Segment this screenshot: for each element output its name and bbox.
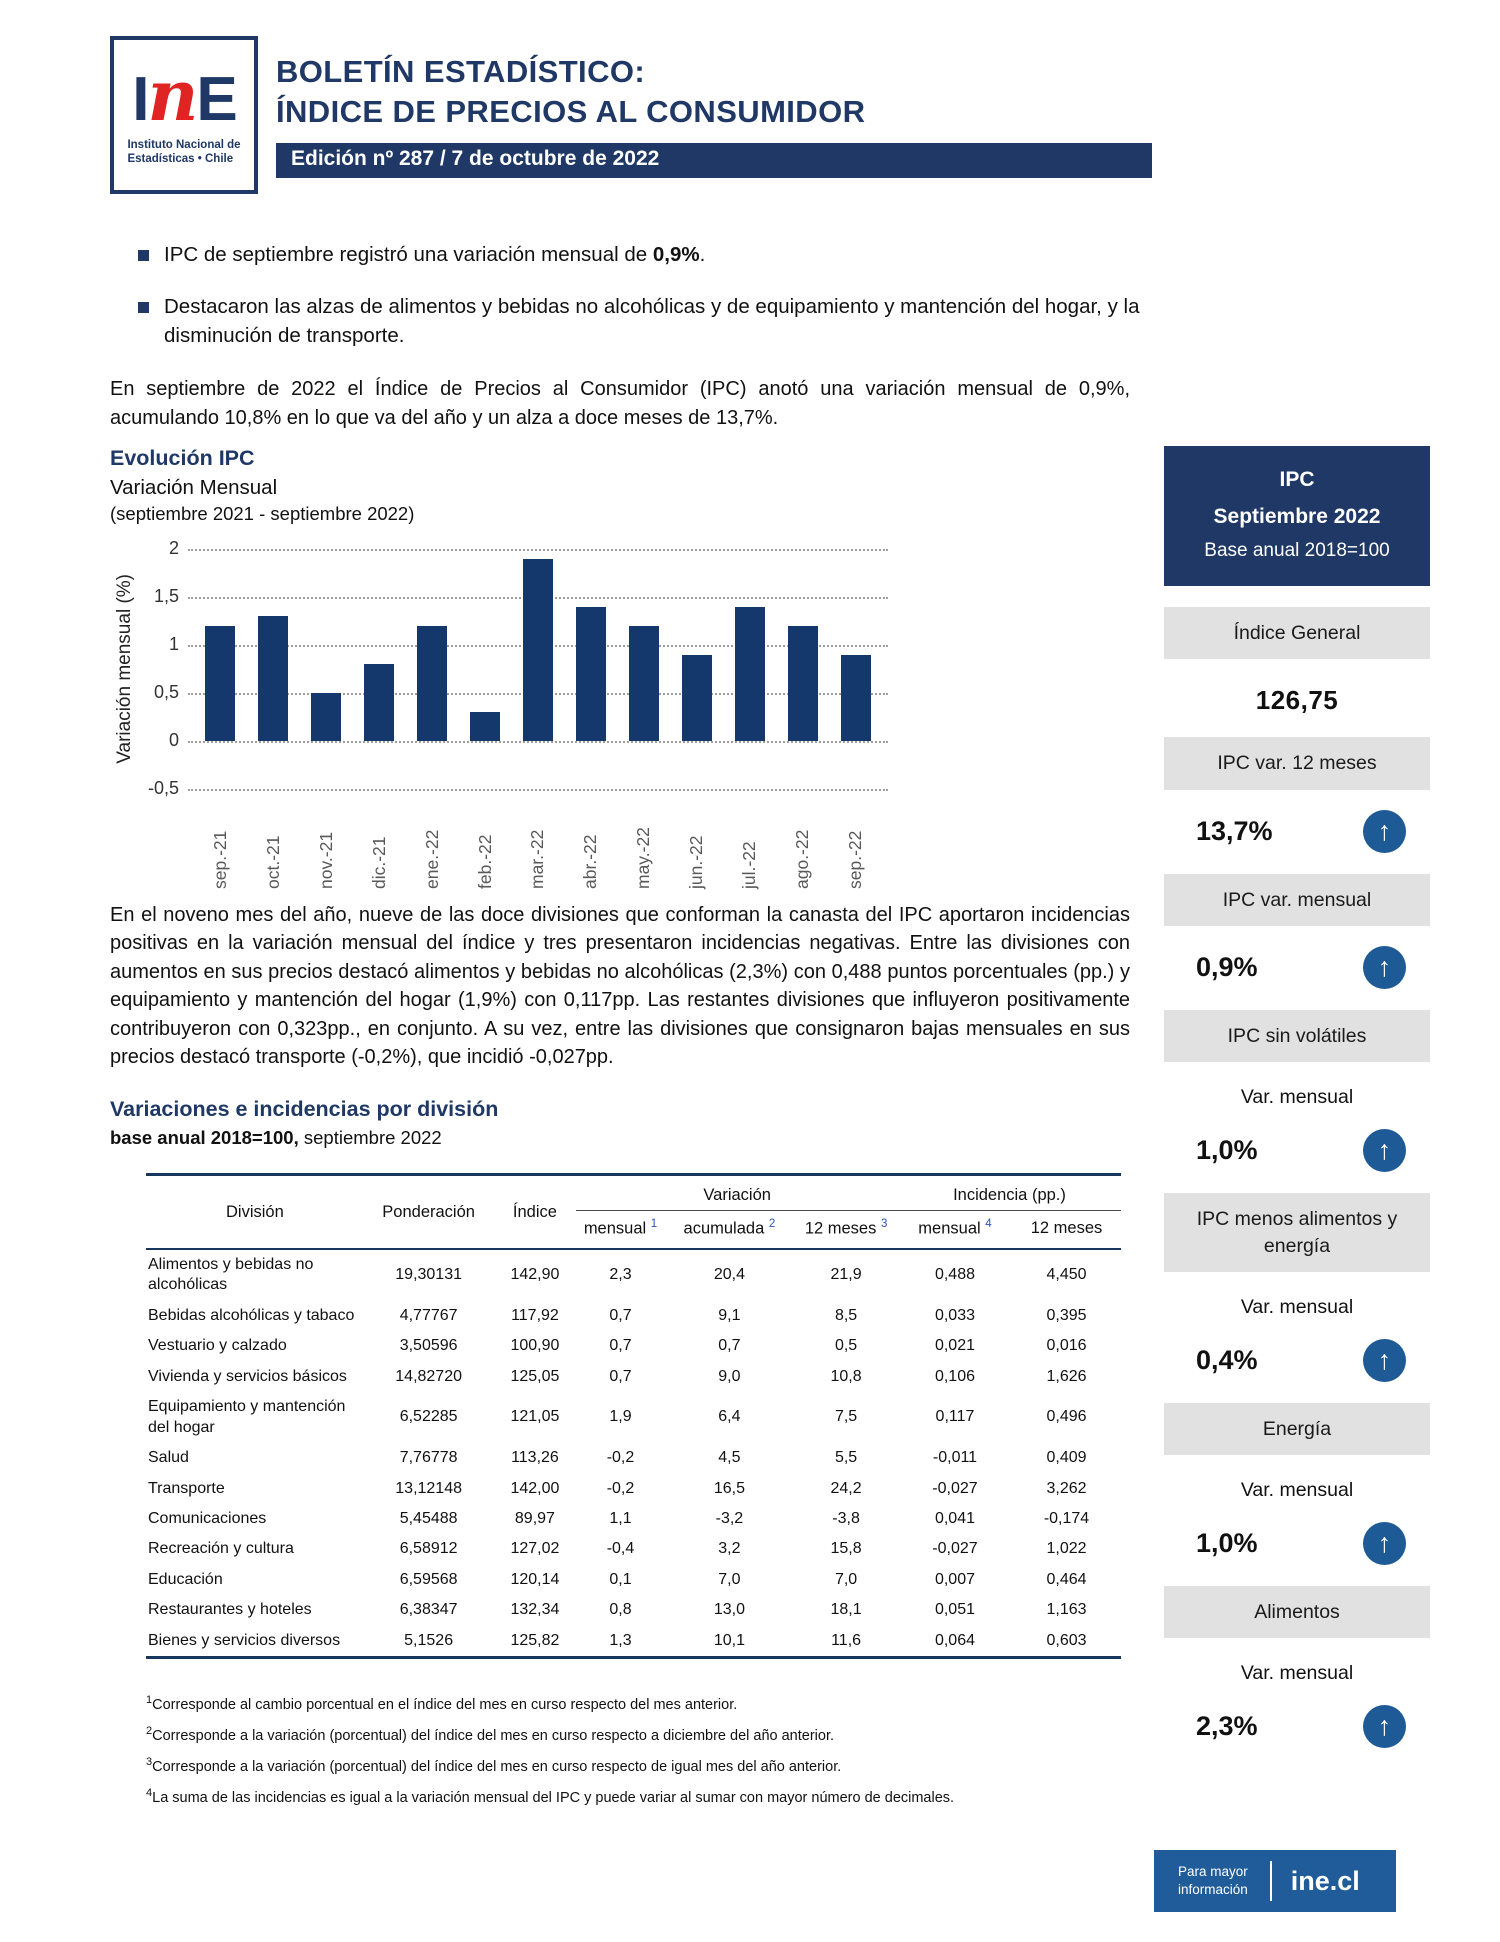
division-cell: Vivienda y servicios básicos xyxy=(148,1367,347,1385)
bar xyxy=(629,626,659,741)
y-tick-label: 0,5 xyxy=(153,681,179,702)
x-tick-label-text: dic.-21 xyxy=(368,836,389,889)
bar xyxy=(735,607,765,741)
value-cell: 11,6 xyxy=(831,1631,862,1649)
footnote-marker: 4 xyxy=(146,1786,153,1799)
sidebar-sublabel: Var. mensual xyxy=(1240,1086,1354,1109)
footer-info-line2: información xyxy=(1178,1882,1248,1897)
sidebar-section-label: IPC var. 12 meses xyxy=(1164,737,1430,789)
logo-subtitle xyxy=(127,139,240,167)
x-tick-label xyxy=(629,797,659,889)
division-cell: Educación xyxy=(148,1570,223,1588)
x-tick-label-text: sep.-21 xyxy=(209,830,230,889)
sub-column-header: mensual $^4$ xyxy=(898,1211,1012,1249)
footer-info xyxy=(1154,1863,1248,1898)
value-cell: 120,14 xyxy=(510,1570,560,1588)
value-cell: 6,38347 xyxy=(399,1601,458,1619)
value-cell: 1,3 xyxy=(609,1631,632,1649)
sidebar-stat-row xyxy=(1164,1339,1430,1382)
value-cell: 1,1 xyxy=(609,1510,632,1527)
value-cell: 6,4 xyxy=(718,1408,741,1426)
group-header-incidencia: Incidencia (pp.) xyxy=(898,1175,1121,1211)
value-cell: 0,409 xyxy=(1046,1449,1087,1467)
value-cell: 18,1 xyxy=(830,1601,862,1619)
bar xyxy=(364,664,394,741)
bar xyxy=(682,655,712,741)
sub-column-header: mensual $^1$ xyxy=(576,1211,664,1249)
value-cell: 100,90 xyxy=(510,1337,560,1355)
sidebar-sublabel: Var. mensual xyxy=(1240,1479,1354,1502)
bullet-square-icon xyxy=(138,302,149,313)
gridline xyxy=(188,789,888,791)
bar xyxy=(523,559,553,741)
value-cell: 0,117 xyxy=(935,1408,975,1426)
value-cell: 6,58912 xyxy=(399,1540,458,1558)
up-arrow-icon: ↑ xyxy=(1363,1339,1406,1382)
sidebar-stat-row xyxy=(1164,1129,1430,1172)
x-tick-label xyxy=(523,797,553,889)
column-header-indice: Índice xyxy=(493,1175,576,1249)
x-axis-labels xyxy=(188,797,888,889)
footnote-ref: 2 xyxy=(768,1218,776,1231)
bar xyxy=(576,607,606,741)
value-cell: -0,011 xyxy=(932,1449,978,1467)
value-cell: 21,9 xyxy=(830,1266,862,1284)
bullet-text-segment: Destacaron las alzas de alimentos y bebidas no alcohólicas y de equipamiento y mantención del hogar, y la disminución de transporte. xyxy=(164,294,1140,348)
value-cell: 3,50596 xyxy=(399,1337,458,1355)
x-tick-label xyxy=(364,797,394,889)
x-tick-label xyxy=(470,797,500,889)
y-tick-label: 1,5 xyxy=(153,585,179,606)
value-cell: 19,30131 xyxy=(395,1266,462,1284)
value-cell: 9,0 xyxy=(718,1367,741,1385)
value-cell: 8,5 xyxy=(834,1306,858,1324)
value-cell: -0,4 xyxy=(606,1540,635,1558)
value-cell: -0,027 xyxy=(932,1479,978,1497)
value-cell: -3,8 xyxy=(832,1510,860,1527)
y-axis-ticks xyxy=(140,537,188,798)
x-tick-label-text: may.-22 xyxy=(633,827,654,889)
sidebar-section-label: IPC var. mensual xyxy=(1164,874,1430,926)
x-tick-label xyxy=(735,797,765,889)
value-cell: 0,7 xyxy=(609,1306,632,1324)
value-cell: 1,626 xyxy=(1046,1367,1087,1385)
table-subtitle-rest: septiembre 2022 xyxy=(298,1127,442,1149)
value-cell: 0,033 xyxy=(934,1306,975,1324)
intro-paragraph: En septiembre de 2022 el Índice de Precios al Consumidor (IPC) anotó una variación mensual de 0,9%, acumulando 10,8% en lo que va del año y un alza a doce meses de 13,7%. xyxy=(110,378,1130,429)
value-cell: 16,5 xyxy=(713,1479,745,1497)
division-cell: Salud xyxy=(148,1449,189,1467)
bar xyxy=(205,626,235,741)
column-header-division: División xyxy=(146,1175,364,1249)
header-right xyxy=(276,36,1152,194)
table-row xyxy=(146,1474,1121,1504)
value-cell: 0,021 xyxy=(934,1337,975,1355)
bar xyxy=(311,693,341,741)
division-cell: Bebidas alcohólicas y tabaco xyxy=(148,1306,355,1324)
value-cell: 5,5 xyxy=(834,1449,858,1467)
table-row xyxy=(146,1392,1121,1443)
table-row xyxy=(146,1443,1121,1473)
value-cell: 0,016 xyxy=(1046,1337,1087,1355)
value-cell: -0,174 xyxy=(1043,1510,1090,1527)
value-cell: 1,9 xyxy=(609,1408,632,1426)
value-cell: 89,97 xyxy=(514,1510,555,1527)
footnote-marker: 1 xyxy=(146,1694,153,1707)
table-row xyxy=(146,1565,1121,1595)
footnote-item: $^3$Corresponde a la variación (porcentual) del índice del mes en curso respecto de igual mes del año anterior. xyxy=(146,1756,842,1775)
stat-value: 0,9% xyxy=(1196,951,1258,982)
value-cell: 142,00 xyxy=(510,1479,560,1497)
value-cell: 2,3 xyxy=(609,1266,632,1284)
sidebar-header-line3: Base anual 2018=100 xyxy=(1204,539,1390,561)
bullet-text xyxy=(164,292,1149,351)
x-tick-label-text: abr.-22 xyxy=(580,834,601,889)
logo-letter-i: I xyxy=(132,65,148,135)
footnote-item: $^4$La suma de las incidencias es igual a la variación mensual del IPC y puede variar al sumar con mayor número de decimales. xyxy=(146,1786,955,1806)
sidebar-stat-row xyxy=(1164,1705,1430,1748)
division-cell: Alimentos y bebidas no alcohólicas xyxy=(148,1255,314,1294)
value-cell: 1,022 xyxy=(1046,1540,1087,1558)
sidebar-sublabel: Var. mensual xyxy=(1240,1295,1354,1318)
table-row xyxy=(146,1626,1121,1658)
table-body xyxy=(146,1249,1121,1658)
bar xyxy=(788,626,818,741)
header xyxy=(110,36,1430,194)
group-header-variacion: Variación xyxy=(576,1175,898,1211)
logo-letter-n: n xyxy=(147,54,197,138)
x-tick-label xyxy=(311,797,341,889)
chart-subtitle: Variación Mensual xyxy=(110,475,278,499)
main-column xyxy=(110,446,1130,1813)
table-row xyxy=(146,1362,1121,1392)
division-cell: Bienes y servicios diversos xyxy=(148,1631,341,1649)
footer-box xyxy=(1154,1850,1396,1912)
x-tick-label-text: feb.-22 xyxy=(474,834,495,889)
up-arrow-icon: ↑ xyxy=(1363,1705,1406,1748)
sidebar xyxy=(1164,446,1430,1813)
bullet-text-segment: 0,9% xyxy=(652,243,700,266)
sub-column-header: acumulada $^2$ xyxy=(665,1211,795,1249)
footnote-marker: 3 xyxy=(146,1756,153,1768)
value-cell: 15,8 xyxy=(830,1540,862,1558)
table-row xyxy=(146,1534,1121,1564)
footnote-item: $^1$Corresponde al cambio porcentual en el índice del mes en curso respecto del mes anterior. xyxy=(146,1694,738,1714)
sidebar-stat-row xyxy=(1164,1522,1430,1565)
chart-title: Evolución IPC xyxy=(110,445,255,470)
ine-logo xyxy=(110,36,258,194)
value-cell: 14,82720 xyxy=(395,1367,462,1385)
chart-plot xyxy=(188,549,888,789)
ipc-bar-chart xyxy=(110,537,1130,798)
value-cell: 127,02 xyxy=(510,1540,560,1558)
value-cell: -0,2 xyxy=(606,1449,635,1467)
up-arrow-icon: ↑ xyxy=(1363,946,1406,989)
value-cell: 1,163 xyxy=(1046,1601,1087,1619)
bar xyxy=(258,616,288,741)
logo-subtitle-line2: Estadísticas • Chile xyxy=(127,152,234,165)
value-cell: 0,064 xyxy=(934,1631,975,1649)
sidebar-section-label: Índice General xyxy=(1164,607,1430,659)
divisions-table xyxy=(146,1173,1121,1659)
value-cell: 0,395 xyxy=(1046,1306,1087,1324)
y-tick-label: 1 xyxy=(168,633,179,654)
edition-bar: Edición nº 287 / 7 de octubre de 2022 xyxy=(276,143,1152,178)
division-cell: Equipamiento y mantención del hogar xyxy=(148,1398,346,1436)
footnote-list xyxy=(146,1689,1130,1812)
value-cell: 13,12148 xyxy=(395,1479,462,1497)
footer-divider xyxy=(1270,1861,1272,1901)
bullet-text-segment: IPC de septiembre registró una variación mensual de xyxy=(164,243,653,266)
stat-value: 13,7% xyxy=(1196,815,1273,846)
table-subtitle xyxy=(110,1127,1130,1149)
table-row xyxy=(146,1595,1121,1625)
y-tick-label: -0,5 xyxy=(147,777,179,798)
value-cell: -0,2 xyxy=(606,1479,635,1497)
value-cell: 0,051 xyxy=(934,1601,975,1619)
value-cell: 0,5 xyxy=(834,1337,858,1355)
bar xyxy=(470,712,500,741)
up-arrow-icon: ↑ xyxy=(1363,1129,1406,1172)
value-cell: 0,488 xyxy=(934,1266,975,1284)
sidebar-stat-row xyxy=(1164,810,1430,853)
x-tick-label xyxy=(788,797,818,889)
footer-brand-link[interactable]: ine.cl xyxy=(1290,1865,1360,1896)
footnote-ref: 4 xyxy=(985,1218,992,1231)
bullet-text-segment: . xyxy=(699,243,706,266)
value-cell: 7,0 xyxy=(718,1570,741,1588)
chart-period: (septiembre 2021 - septiembre 2022) xyxy=(110,502,415,524)
logo-subtitle-line1: Instituto Nacional de xyxy=(127,139,241,152)
value-cell: 125,82 xyxy=(510,1631,560,1649)
up-arrow-icon: ↑ xyxy=(1363,1522,1406,1565)
y-axis-title-text: Variación mensual (%) xyxy=(114,574,135,764)
body-paragraph: En el noveno mes del año, nueve de las doce divisiones que conforman la canasta del IPC aportaron incidencias positivas en la variación mensual del índice y tres presentaron incidencias negativas. Entre las divisiones con aumentos en sus precios destacó alimentos y bebidas no alcohólicas (2,3%) con 0,488 puntos porcentuales (pp.) y equipamiento y mantención del hogar (1,9%) con 0,117pp. Las restantes divisiones que influyeron positivamente contribuyeron con 0,323pp., en conjunto. A su vez, entre las divisiones que consignaron bajas mensuales en sus precios destacó transporte (-0,2%), que incidió -0,027pp. xyxy=(110,903,1130,1068)
value-cell: 0,603 xyxy=(1046,1631,1087,1649)
x-tick-label-text: nov.-21 xyxy=(315,831,336,889)
sidebar-stat-row xyxy=(1164,946,1430,989)
sub-column-header: 12 meses $^3$ xyxy=(794,1211,898,1249)
sidebar-header-card xyxy=(1164,446,1430,586)
value-cell: 0,041 xyxy=(934,1510,975,1527)
value-cell: 7,5 xyxy=(834,1408,858,1426)
x-tick-label-text: sep.-22 xyxy=(845,830,866,889)
value-cell: 7,76778 xyxy=(399,1449,458,1467)
bars-group xyxy=(188,549,888,789)
value-cell: 6,52285 xyxy=(399,1408,458,1426)
value-cell: 113,26 xyxy=(511,1449,559,1467)
x-tick-label-text: ene.-22 xyxy=(421,829,442,889)
footer-info-line1: Para mayor xyxy=(1178,1864,1248,1880)
sidebar-header-line1: IPC xyxy=(1279,467,1315,491)
x-tick-label xyxy=(205,797,235,889)
value-cell: 5,1526 xyxy=(404,1631,454,1649)
footnote-ref: 1 xyxy=(650,1218,658,1231)
value-cell: -3,2 xyxy=(715,1510,744,1527)
value-cell: 10,1 xyxy=(713,1631,745,1649)
x-tick-label xyxy=(417,797,447,889)
x-tick-label-text: jul.-22 xyxy=(739,841,760,889)
sidebar-section-label: IPC sin volátiles xyxy=(1164,1010,1430,1062)
logo-letter-e: E xyxy=(196,65,236,135)
footnote-ref: 3 xyxy=(880,1218,888,1231)
sidebar-section-label: Alimentos xyxy=(1164,1586,1430,1638)
value-cell: 0,7 xyxy=(609,1337,632,1355)
ine-logo-letters xyxy=(132,54,236,138)
value-cell: 0,106 xyxy=(934,1367,975,1385)
column-header-ponderacion: Ponderación xyxy=(364,1175,494,1249)
value-cell: 13,0 xyxy=(713,1601,745,1619)
bullet-list xyxy=(138,240,1430,351)
x-tick-label xyxy=(841,797,871,889)
division-cell: Vestuario y calzado xyxy=(148,1337,287,1355)
value-cell: 0,8 xyxy=(609,1601,632,1619)
division-cell: Restaurantes y hoteles xyxy=(148,1601,312,1619)
value-cell: 0,7 xyxy=(609,1367,632,1385)
x-tick-label-text: ago.-22 xyxy=(792,829,813,889)
value-cell: 0,007 xyxy=(934,1570,975,1588)
value-cell: 0,496 xyxy=(1046,1408,1087,1426)
x-tick-label xyxy=(576,797,606,889)
bullet-text xyxy=(164,240,705,270)
value-cell: 125,05 xyxy=(510,1367,560,1385)
value-cell: 0,7 xyxy=(718,1337,741,1355)
bar xyxy=(417,626,447,741)
bullet-item xyxy=(138,240,1430,270)
value-cell: 10,8 xyxy=(830,1367,862,1385)
sidebar-sublabel: Var. mensual xyxy=(1240,1662,1354,1685)
content-row xyxy=(110,446,1430,1813)
value-cell: 7,0 xyxy=(834,1570,858,1588)
value-cell: -0,027 xyxy=(932,1540,978,1558)
value-cell: 9,1 xyxy=(718,1306,741,1324)
bulletin-title-line2: ÍNDICE DE PRECIOS AL CONSUMIDOR xyxy=(276,93,866,129)
table-row xyxy=(146,1249,1121,1301)
sub-column-header: 12 meses xyxy=(1012,1211,1121,1249)
up-arrow-icon: ↑ xyxy=(1363,810,1406,853)
division-cell: Transporte xyxy=(148,1479,225,1497)
sidebar-header-line2: Septiembre 2022 xyxy=(1213,504,1381,528)
y-tick-label: 0 xyxy=(168,729,179,750)
value-cell: 0,1 xyxy=(609,1570,632,1588)
sidebar-index-value: 126,75 xyxy=(1255,685,1339,716)
bulletin-title-line1: BOLETÍN ESTADÍSTICO: xyxy=(276,54,646,89)
value-cell: 142,90 xyxy=(510,1266,560,1284)
value-cell: 5,45488 xyxy=(399,1510,458,1527)
x-tick-label xyxy=(682,797,712,889)
sidebar-section-label: IPC menos alimentos y energía xyxy=(1164,1193,1430,1272)
value-cell: 132,34 xyxy=(510,1601,560,1619)
table-title: Variaciones e incidencias por división xyxy=(110,1097,499,1122)
table-head xyxy=(146,1175,1121,1249)
table-row xyxy=(146,1504,1121,1534)
sidebar-section-label: Energía xyxy=(1164,1403,1430,1455)
value-cell: 0,464 xyxy=(1046,1570,1087,1588)
x-tick-label-text: jun.-22 xyxy=(686,835,707,889)
x-tick-label-text: oct.-21 xyxy=(262,835,283,889)
value-cell: 20,4 xyxy=(713,1266,745,1284)
x-tick-label xyxy=(258,797,288,889)
table-subtitle-bold: base anual 2018=100, xyxy=(110,1127,299,1149)
bullet-square-icon xyxy=(138,250,149,261)
table-row xyxy=(146,1301,1121,1331)
stat-value: 1,0% xyxy=(1196,1528,1258,1559)
value-cell: 117,92 xyxy=(511,1306,559,1324)
y-tick-label: 2 xyxy=(168,537,179,558)
y-axis-title xyxy=(110,549,140,789)
division-cell: Recreación y cultura xyxy=(148,1540,294,1558)
footnote-item: $^2$Corresponde a la variación (porcentual) del índice del mes en curso respecto a diciembre del año anterior. xyxy=(146,1725,835,1744)
table-row xyxy=(146,1331,1121,1361)
value-cell: 24,2 xyxy=(830,1479,862,1497)
value-cell: 3,2 xyxy=(718,1540,741,1558)
value-cell: 3,262 xyxy=(1046,1479,1087,1497)
value-cell: 6,59568 xyxy=(399,1570,458,1588)
division-cell: Comunicaciones xyxy=(148,1510,267,1527)
value-cell: 4,77767 xyxy=(399,1306,458,1324)
stat-value: 2,3% xyxy=(1196,1711,1258,1742)
stat-value: 1,0% xyxy=(1196,1135,1258,1166)
value-cell: 4,5 xyxy=(718,1449,741,1467)
bullet-item xyxy=(138,292,1430,351)
value-cell: 4,450 xyxy=(1046,1266,1087,1284)
bar xyxy=(841,655,871,741)
stat-value: 0,4% xyxy=(1196,1344,1258,1375)
value-cell: 121,05 xyxy=(510,1408,560,1426)
footnote-marker: 2 xyxy=(146,1725,153,1738)
x-tick-label-text: mar.-22 xyxy=(527,829,548,889)
